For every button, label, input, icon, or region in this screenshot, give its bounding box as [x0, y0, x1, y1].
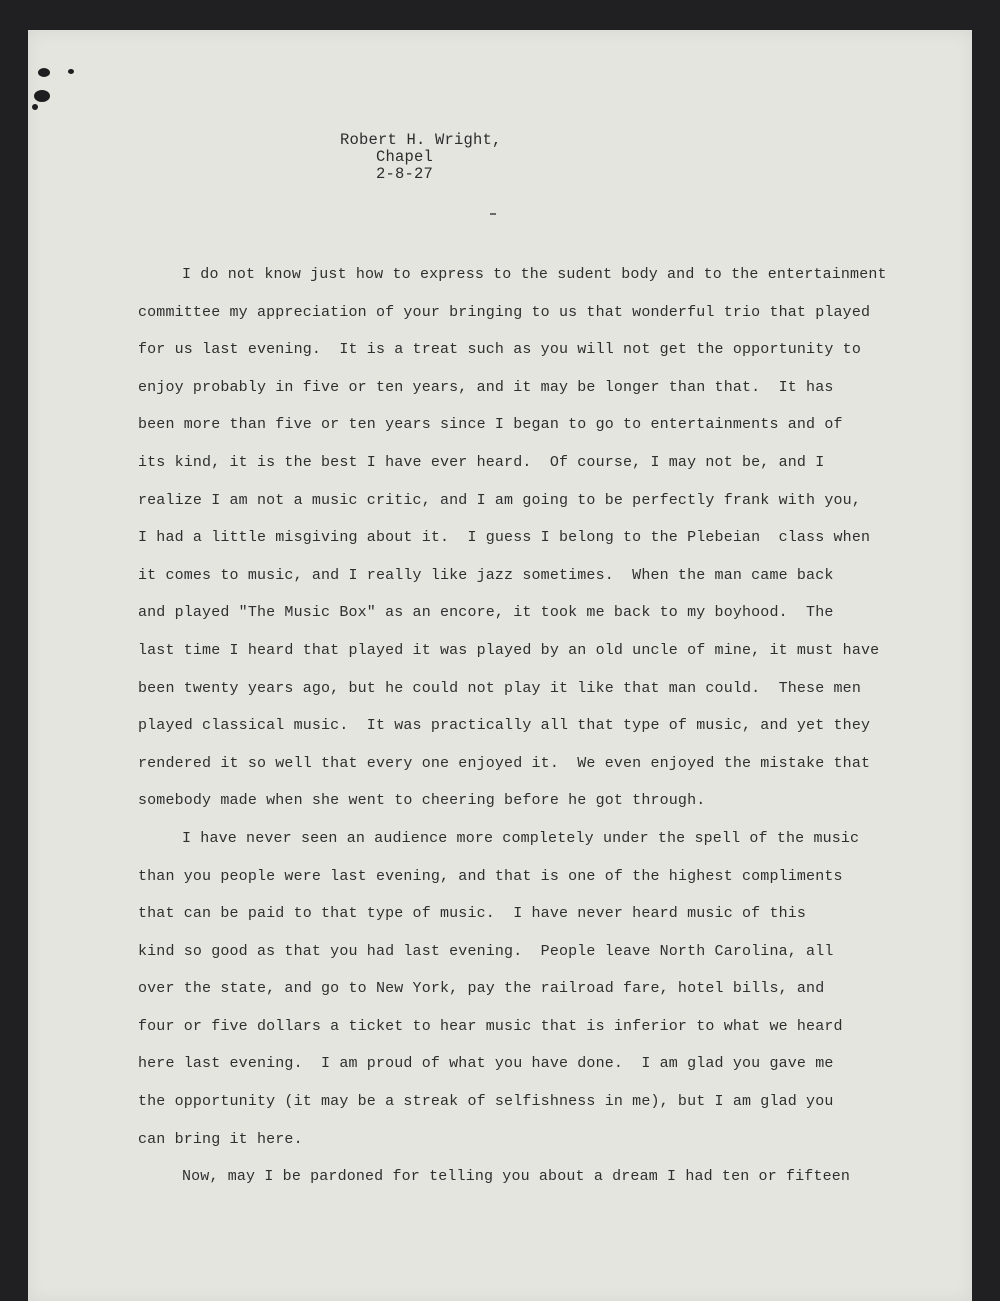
text-line: I had a little misgiving about it. I guess I belong to the Plebeian class when	[138, 529, 871, 547]
text-line: the opportunity (it may be a streak of selfishness in me), but I am glad you	[138, 1093, 834, 1111]
letter-header	[340, 132, 502, 183]
stray-mark	[490, 213, 496, 215]
text-line: last time I heard that played it was played by an old uncle of mine, it must have	[138, 641, 880, 659]
text-line: been more than five or ten years since I began to go to entertainments and of	[138, 416, 843, 434]
text-line: can bring it here.	[138, 1130, 303, 1148]
text-line: that can be paid to that type of music. I have never heard music of this	[138, 905, 807, 923]
text-line: Now, may I be pardoned for telling you about a dream I had ten or fifteen	[182, 1168, 851, 1186]
typed-letter-page	[28, 30, 972, 1301]
punch-hole	[34, 90, 50, 102]
letter-body	[138, 256, 938, 1196]
text-line: I have never seen an audience more completely under the spell of the music	[182, 829, 860, 847]
text-line: four or five dollars a ticket to hear music that is inferior to what we heard	[138, 1017, 843, 1035]
text-line: somebody made when she went to cheering before he got through.	[138, 792, 706, 810]
text-line: kind so good as that you had last evening. People leave North Carolina, all	[138, 942, 834, 960]
text-line: committee my appreciation of your bringing to us that wonderful trio that played	[138, 303, 871, 321]
punch-hole	[32, 104, 38, 110]
text-line: for us last evening. It is a treat such as you will not get the opportunity to	[138, 341, 861, 359]
occasion: Chapel	[376, 148, 434, 166]
text-line: realize I am not a music critic, and I am going to be perfectly frank with you,	[138, 491, 861, 509]
text-line: been twenty years ago, but he could not play it like that man could. These men	[138, 679, 861, 697]
date: 2-8-27	[376, 165, 434, 183]
text-line: than you people were last evening, and that is one of the highest compliments	[138, 867, 843, 885]
punch-hole	[38, 68, 50, 77]
text-line: here last evening. I am proud of what you have done. I am glad you gave me	[138, 1055, 834, 1073]
text-line: over the state, and go to New York, pay the railroad fare, hotel bills, and	[138, 980, 825, 998]
text-line: its kind, it is the best I have ever heard. Of course, I may not be, and I	[138, 453, 825, 471]
text-line: it comes to music, and I really like jazz sometimes. When the man came back	[138, 566, 834, 584]
text-line: enjoy probably in five or ten years, and it may be longer than that. It has	[138, 378, 834, 396]
text-line: rendered it so well that every one enjoyed it. We even enjoyed the mistake that	[138, 754, 871, 772]
punch-hole	[68, 69, 74, 74]
text-line: played classical music. It was practically all that type of music, and yet they	[138, 717, 871, 735]
text-line: I do not know just how to express to the sudent body and to the entertainment	[182, 266, 887, 283]
text-line: and played "The Music Box" as an encore, it took me back to my boyhood. The	[138, 604, 834, 622]
speaker-name: Robert H. Wright,	[340, 131, 502, 149]
